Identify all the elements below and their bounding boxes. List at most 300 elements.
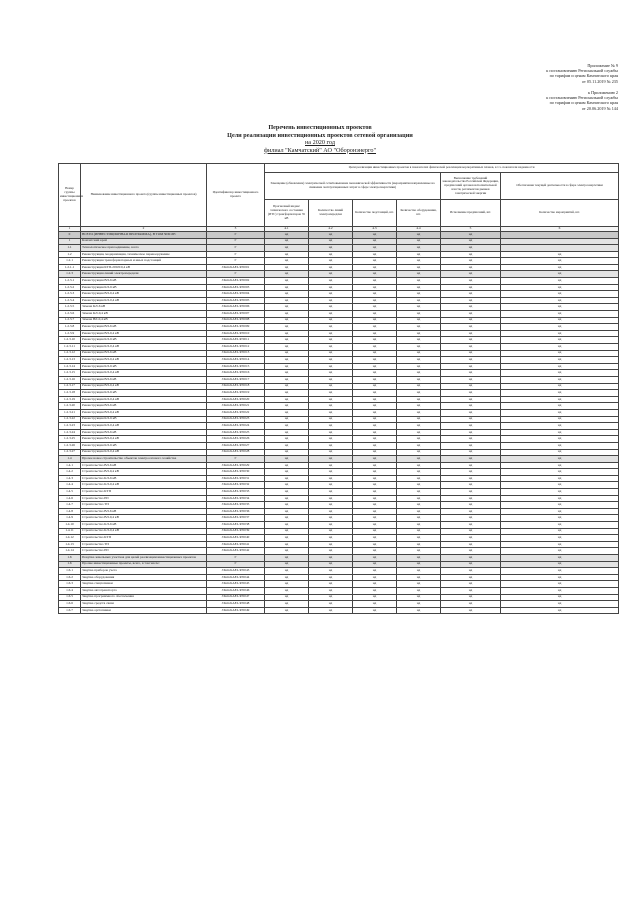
table-row bbox=[59, 416, 619, 423]
row-value-cell: нд bbox=[265, 330, 309, 337]
row-number-cell: 1.4.8 bbox=[59, 508, 81, 515]
row-value-cell: нд bbox=[353, 403, 397, 410]
row-id-cell: Г bbox=[207, 555, 265, 562]
row-number-cell: 1.2.3.13 bbox=[59, 357, 81, 364]
row-value-cell: нд bbox=[501, 363, 619, 370]
document-title bbox=[0, 124, 640, 154]
row-value-cell: нд bbox=[441, 522, 501, 529]
header-line: по тарифам и ценам Камчатского края bbox=[549, 100, 618, 106]
row-value-cell: нд bbox=[501, 442, 619, 449]
table-body bbox=[59, 227, 619, 614]
row-number-cell: 1.2.3.4 bbox=[59, 297, 81, 304]
row-value-cell: нд bbox=[501, 311, 619, 318]
row-value-cell: нд bbox=[501, 383, 619, 390]
row-value-cell: нд bbox=[309, 561, 353, 568]
row-number-cell: 1.6.1 bbox=[59, 568, 81, 575]
row-name-cell: Замена ВЛ-0,4 кВ bbox=[81, 317, 207, 324]
appendix-9-header bbox=[546, 63, 618, 84]
row-name-cell: Покупка земельных участков для целей реализации инвестиционных проектов bbox=[81, 555, 207, 562]
table-row bbox=[59, 337, 619, 344]
row-value-cell: нд bbox=[265, 370, 309, 377]
row-value-cell: нд bbox=[265, 238, 309, 245]
table-row bbox=[59, 423, 619, 430]
row-value-cell: нд bbox=[397, 574, 441, 581]
row-value-cell: нд bbox=[353, 456, 397, 463]
table-row bbox=[59, 555, 619, 562]
row-value-cell: нд bbox=[265, 528, 309, 535]
row-value-cell: нд bbox=[309, 330, 353, 337]
row-value-cell: нд bbox=[265, 324, 309, 331]
row-number-cell: 1.6.4 bbox=[59, 587, 81, 594]
row-name-cell: Реконструкция ВЛ-0,4 кВ bbox=[81, 330, 207, 337]
row-value-cell: нд bbox=[501, 475, 619, 482]
row-number-cell: 1.2.3.2 bbox=[59, 284, 81, 291]
table-row bbox=[59, 245, 619, 252]
row-value-cell: нд bbox=[441, 409, 501, 416]
col-header-group-2: Выполнение требований законодательства Российской Федерации, предписаний органов исполнительной власти, регламентов рынков электрической энергии bbox=[441, 173, 501, 200]
row-value-cell: нд bbox=[353, 258, 397, 265]
row-id-cell: J/KmchAEL/P/0002 bbox=[207, 278, 265, 285]
row-value-cell: нд bbox=[265, 522, 309, 529]
row-value-cell: нд bbox=[501, 561, 619, 568]
row-name-cell: Строительство ВЛ-6 кВ bbox=[81, 462, 207, 469]
col-header-c6: Количество мероприятий, шт. bbox=[501, 200, 619, 227]
table-row bbox=[59, 574, 619, 581]
row-number-cell: 1.2.3.16 bbox=[59, 376, 81, 383]
row-value-cell: нд bbox=[309, 594, 353, 601]
row-value-cell: нд bbox=[441, 238, 501, 245]
row-id-cell: J/KmchAEL/P/0014 bbox=[207, 357, 265, 364]
row-value-cell: нд bbox=[441, 291, 501, 298]
row-value-cell: нд bbox=[397, 528, 441, 535]
header-line: Приложение № 9 bbox=[587, 63, 618, 68]
row-value-cell: нд bbox=[441, 581, 501, 588]
row-value-cell: нд bbox=[353, 396, 397, 403]
row-value-cell: нд bbox=[397, 456, 441, 463]
row-value-cell: нд bbox=[353, 535, 397, 542]
row-value-cell: нд bbox=[353, 607, 397, 614]
row-value-cell: нд bbox=[501, 528, 619, 535]
row-value-cell: нд bbox=[353, 317, 397, 324]
row-value-cell: нд bbox=[397, 442, 441, 449]
col-header-c5: Исполнение предписаний, шт. bbox=[441, 200, 501, 227]
index-cell: 4.3 bbox=[353, 227, 397, 232]
row-value-cell: нд bbox=[501, 495, 619, 502]
row-name-cell: Реконструкция КЛ-6 кВ bbox=[81, 284, 207, 291]
row-name-cell: Реконструкция КЛ-0,4 кВ bbox=[81, 344, 207, 351]
row-value-cell: нд bbox=[353, 508, 397, 515]
row-value-cell: нд bbox=[501, 436, 619, 443]
row-number-cell: 1.6.5 bbox=[59, 594, 81, 601]
row-value-cell: нд bbox=[265, 462, 309, 469]
row-value-cell: нд bbox=[265, 317, 309, 324]
row-value-cell: нд bbox=[441, 383, 501, 390]
row-number-cell: 1.4.9 bbox=[59, 515, 81, 522]
row-value-cell: нд bbox=[397, 541, 441, 548]
row-id-cell: J/KmchAEL/P/0038 bbox=[207, 522, 265, 529]
row-value-cell: нд bbox=[501, 416, 619, 423]
table-row bbox=[59, 601, 619, 608]
row-value-cell: нд bbox=[353, 337, 397, 344]
row-value-cell: нд bbox=[309, 581, 353, 588]
row-value-cell: нд bbox=[441, 601, 501, 608]
row-name-cell: Закупка программного обеспечения bbox=[81, 594, 207, 601]
row-name-cell: Замена КЛ-6 кВ bbox=[81, 304, 207, 311]
row-value-cell: нд bbox=[309, 383, 353, 390]
row-value-cell: нд bbox=[309, 502, 353, 509]
row-value-cell: нд bbox=[397, 568, 441, 575]
title-year: на 2020 год bbox=[305, 139, 335, 147]
row-value-cell: нд bbox=[441, 284, 501, 291]
row-name-cell: Закупка средств связи bbox=[81, 601, 207, 608]
row-value-cell: нд bbox=[441, 231, 501, 238]
table-row bbox=[59, 429, 619, 436]
row-value-cell: нд bbox=[501, 337, 619, 344]
row-value-cell: нд bbox=[397, 278, 441, 285]
row-value-cell: нд bbox=[501, 297, 619, 304]
row-value-cell: нд bbox=[501, 291, 619, 298]
row-name-cell: Реконструкция КЛ-0,4 кВ bbox=[81, 370, 207, 377]
table-row bbox=[59, 311, 619, 318]
col-header-group-3: Обеспечение текущей деятельности в сфере электроэнергетики bbox=[501, 173, 619, 200]
row-number-cell: 1.6.3 bbox=[59, 581, 81, 588]
row-value-cell: нд bbox=[265, 278, 309, 285]
row-name-cell: Закупка оргтехники bbox=[81, 607, 207, 614]
row-value-cell: нд bbox=[353, 522, 397, 529]
row-name-cell: Реконструкция КЛ-0,4 кВ bbox=[81, 449, 207, 456]
row-value-cell: нд bbox=[265, 475, 309, 482]
row-number-cell: 1.2.3.20 bbox=[59, 403, 81, 410]
row-value-cell: нд bbox=[265, 390, 309, 397]
row-value-cell: нд bbox=[397, 409, 441, 416]
row-value-cell: нд bbox=[265, 271, 309, 278]
row-value-cell: нд bbox=[397, 508, 441, 515]
row-value-cell: нд bbox=[353, 291, 397, 298]
row-value-cell: нд bbox=[397, 489, 441, 496]
row-value-cell: нд bbox=[441, 416, 501, 423]
row-value-cell: нд bbox=[265, 482, 309, 489]
row-value-cell: нд bbox=[353, 231, 397, 238]
row-number-cell: 1.2.3.3 bbox=[59, 291, 81, 298]
row-value-cell: нд bbox=[501, 317, 619, 324]
header-line: к постановлению Региональной службы bbox=[546, 68, 618, 74]
row-id-cell: J/KmchAEL/P/0041 bbox=[207, 541, 265, 548]
row-value-cell: нд bbox=[309, 337, 353, 344]
row-value-cell: нд bbox=[265, 515, 309, 522]
row-value-cell: нд bbox=[397, 376, 441, 383]
row-name-cell: Реконструкция ВЛ-0,4 кВ bbox=[81, 357, 207, 364]
row-value-cell: нд bbox=[309, 462, 353, 469]
row-value-cell: нд bbox=[353, 416, 397, 423]
row-value-cell: нд bbox=[309, 278, 353, 285]
col-header-c3: Количество подстанций, шт. bbox=[353, 200, 397, 227]
row-name-cell: Прочие инвестиционные проекты, всего, в том числе: bbox=[81, 561, 207, 568]
row-value-cell: нд bbox=[309, 456, 353, 463]
row-value-cell: нд bbox=[441, 429, 501, 436]
row-value-cell: нд bbox=[309, 528, 353, 535]
row-value-cell: нд bbox=[309, 403, 353, 410]
row-value-cell: нд bbox=[265, 350, 309, 357]
table-row bbox=[59, 449, 619, 456]
row-value-cell: нд bbox=[397, 469, 441, 476]
row-value-cell: нд bbox=[501, 508, 619, 515]
row-value-cell: нд bbox=[309, 555, 353, 562]
row-id-cell: J/KmchAEL/P/0022 bbox=[207, 409, 265, 416]
row-id-cell: J/KmchAEL/P/0017 bbox=[207, 376, 265, 383]
row-value-cell: нд bbox=[309, 363, 353, 370]
row-name-cell: Реконструкция ВЛ-0,4 кВ bbox=[81, 436, 207, 443]
row-value-cell: нд bbox=[501, 489, 619, 496]
row-value-cell: нд bbox=[441, 304, 501, 311]
row-value-cell: нд bbox=[265, 409, 309, 416]
row-value-cell: нд bbox=[353, 311, 397, 318]
row-value-cell: нд bbox=[441, 535, 501, 542]
row-value-cell: нд bbox=[309, 607, 353, 614]
row-number-cell: 1.2.3.1 bbox=[59, 278, 81, 285]
row-value-cell: нд bbox=[501, 403, 619, 410]
row-value-cell: нд bbox=[353, 330, 397, 337]
row-value-cell: нд bbox=[309, 238, 353, 245]
row-id-cell: J/KmchAEL/P/0001 bbox=[207, 264, 265, 271]
row-name-cell: Камчатский край bbox=[81, 238, 207, 245]
row-id-cell: J/KmchAEL/P/0011 bbox=[207, 337, 265, 344]
row-id-cell: J/KmchAEL/P/0040 bbox=[207, 535, 265, 542]
row-value-cell: нд bbox=[441, 317, 501, 324]
row-value-cell: нд bbox=[265, 264, 309, 271]
row-value-cell: нд bbox=[309, 482, 353, 489]
row-value-cell: нд bbox=[309, 258, 353, 265]
row-id-cell: Г bbox=[207, 271, 265, 278]
row-value-cell: нд bbox=[265, 495, 309, 502]
row-number-cell: 1.4.3 bbox=[59, 475, 81, 482]
row-id-cell: J/KmchAEL/P/0010 bbox=[207, 330, 265, 337]
row-value-cell: нд bbox=[265, 489, 309, 496]
row-value-cell: нд bbox=[353, 574, 397, 581]
row-value-cell: нд bbox=[397, 601, 441, 608]
row-id-cell: Г bbox=[207, 245, 265, 252]
row-value-cell: нд bbox=[501, 548, 619, 555]
row-number-cell: 1.4.5 bbox=[59, 489, 81, 496]
row-name-cell: Реконструкция линий электропередачи bbox=[81, 271, 207, 278]
table-row bbox=[59, 264, 619, 271]
row-id-cell: J/KmchAEL/P/0009 bbox=[207, 324, 265, 331]
row-value-cell: нд bbox=[309, 469, 353, 476]
row-value-cell: нд bbox=[441, 350, 501, 357]
row-value-cell: нд bbox=[441, 449, 501, 456]
row-value-cell: нд bbox=[309, 495, 353, 502]
row-value-cell: нд bbox=[441, 390, 501, 397]
row-value-cell: нд bbox=[441, 555, 501, 562]
row-value-cell: нд bbox=[397, 522, 441, 529]
row-number-cell: 1.6 bbox=[59, 555, 81, 562]
row-value-cell: нд bbox=[309, 601, 353, 608]
row-value-cell: нд bbox=[397, 271, 441, 278]
table-row bbox=[59, 350, 619, 357]
row-name-cell: Строительство ВЛ-0,4 кВ bbox=[81, 515, 207, 522]
table-row bbox=[59, 390, 619, 397]
row-value-cell: нд bbox=[353, 423, 397, 430]
row-id-cell: Г bbox=[207, 231, 265, 238]
row-value-cell: нд bbox=[441, 324, 501, 331]
row-value-cell: нд bbox=[265, 363, 309, 370]
row-value-cell: нд bbox=[265, 403, 309, 410]
row-value-cell: нд bbox=[353, 495, 397, 502]
row-number-cell: 1.2.3.26 bbox=[59, 442, 81, 449]
row-value-cell: нд bbox=[309, 350, 353, 357]
row-value-cell: нд bbox=[353, 238, 397, 245]
row-value-cell: нд bbox=[441, 245, 501, 252]
row-value-cell: нд bbox=[441, 330, 501, 337]
row-number-cell: 1.2.3 bbox=[59, 271, 81, 278]
row-name-cell: Реконструкция ВЛ-0,4 кВ bbox=[81, 409, 207, 416]
row-number-cell: 1 bbox=[59, 238, 81, 245]
row-value-cell: нд bbox=[441, 376, 501, 383]
row-name-cell: Закупка оборудования bbox=[81, 574, 207, 581]
row-value-cell: нд bbox=[501, 390, 619, 397]
col-header-group-1: Замещение (обновление) электрической сети/повышение экономической эффективности (мероприятия направленные на снижение эксплуатационных затрат в сфере электроэнергетики) bbox=[265, 173, 441, 200]
row-value-cell: нд bbox=[353, 601, 397, 608]
row-value-cell: нд bbox=[309, 297, 353, 304]
index-cell: 6 bbox=[501, 227, 619, 232]
row-value-cell: нд bbox=[353, 449, 397, 456]
row-value-cell: нд bbox=[501, 601, 619, 608]
row-number-cell: 1.2.3.9 bbox=[59, 330, 81, 337]
table-row bbox=[59, 396, 619, 403]
row-value-cell: нд bbox=[309, 535, 353, 542]
table-row bbox=[59, 561, 619, 568]
row-value-cell: нд bbox=[441, 489, 501, 496]
row-id-cell: Г bbox=[207, 258, 265, 265]
row-value-cell: нд bbox=[441, 337, 501, 344]
row-value-cell: нд bbox=[265, 456, 309, 463]
row-name-cell: Закупка приборов учета bbox=[81, 568, 207, 575]
row-number-cell: 1.6.7 bbox=[59, 607, 81, 614]
row-id-cell: J/KmchAEL/P/0027 bbox=[207, 442, 265, 449]
row-value-cell: нд bbox=[265, 449, 309, 456]
row-value-cell: нд bbox=[353, 482, 397, 489]
row-id-cell: J/KmchAEL/P/0015 bbox=[207, 363, 265, 370]
row-value-cell: нд bbox=[441, 541, 501, 548]
row-value-cell: нд bbox=[441, 423, 501, 430]
row-value-cell: нд bbox=[501, 568, 619, 575]
row-value-cell: нд bbox=[309, 317, 353, 324]
row-value-cell: нд bbox=[265, 508, 309, 515]
row-id-cell: J/KmchAEL/P/0029 bbox=[207, 462, 265, 469]
row-value-cell: нд bbox=[501, 350, 619, 357]
row-value-cell: нд bbox=[501, 594, 619, 601]
row-id-cell: J/KmchAEL/P/0005 bbox=[207, 297, 265, 304]
row-value-cell: нд bbox=[501, 429, 619, 436]
row-id-cell: J/KmchAEL/P/0039 bbox=[207, 528, 265, 535]
row-value-cell: нд bbox=[309, 271, 353, 278]
row-value-cell: нд bbox=[309, 344, 353, 351]
row-number-cell: 1.2.3.8 bbox=[59, 324, 81, 331]
row-number-cell: 1.4.1 bbox=[59, 462, 81, 469]
table-row bbox=[59, 278, 619, 285]
row-number-cell: 1.4.12 bbox=[59, 535, 81, 542]
row-name-cell: Реконструкция ВЛ-6 кВ bbox=[81, 376, 207, 383]
row-value-cell: нд bbox=[353, 390, 397, 397]
row-value-cell: нд bbox=[441, 594, 501, 601]
index-cell: 2 bbox=[81, 227, 207, 232]
row-name-cell: Реконструкция КЛ-0,4 кВ bbox=[81, 297, 207, 304]
row-value-cell: нд bbox=[501, 330, 619, 337]
row-value-cell: нд bbox=[265, 304, 309, 311]
row-id-cell: J/KmchAEL/P/0043 bbox=[207, 568, 265, 575]
row-name-cell: Реконструкция КЛ-6 кВ bbox=[81, 363, 207, 370]
table-row bbox=[59, 436, 619, 443]
row-name-cell: Реконструкция КЛ-6 кВ bbox=[81, 416, 207, 423]
row-number-cell: 1.4.6 bbox=[59, 495, 81, 502]
row-value-cell: нд bbox=[501, 344, 619, 351]
row-value-cell: нд bbox=[441, 442, 501, 449]
row-value-cell: нд bbox=[353, 304, 397, 311]
table-row bbox=[59, 482, 619, 489]
row-value-cell: нд bbox=[397, 251, 441, 258]
row-value-cell: нд bbox=[397, 245, 441, 252]
row-value-cell: нд bbox=[353, 568, 397, 575]
row-name-cell: Реконструкция ВЛ-0,4 кВ bbox=[81, 291, 207, 298]
row-value-cell: нд bbox=[309, 442, 353, 449]
row-id-cell: J/KmchAEL/P/0028 bbox=[207, 449, 265, 456]
index-cell: 5 bbox=[441, 227, 501, 232]
row-name-cell: Реконструкция ВЛ-6 кВ bbox=[81, 403, 207, 410]
row-value-cell: нд bbox=[309, 284, 353, 291]
row-id-cell: J/KmchAEL/P/0042 bbox=[207, 548, 265, 555]
row-id-cell: J/KmchAEL/P/0007 bbox=[207, 311, 265, 318]
row-value-cell: нд bbox=[441, 456, 501, 463]
row-number-cell: 1.2.3.17 bbox=[59, 383, 81, 390]
row-value-cell: нд bbox=[397, 383, 441, 390]
row-name-cell: Реконструкция КЛ-0,4 кВ bbox=[81, 396, 207, 403]
row-value-cell: нд bbox=[265, 429, 309, 436]
row-value-cell: нд bbox=[397, 284, 441, 291]
row-number-cell: 1.2.3.14 bbox=[59, 363, 81, 370]
row-value-cell: нд bbox=[265, 311, 309, 318]
row-value-cell: нд bbox=[501, 456, 619, 463]
row-value-cell: нд bbox=[353, 515, 397, 522]
row-value-cell: нд bbox=[501, 396, 619, 403]
row-value-cell: нд bbox=[265, 423, 309, 430]
row-value-cell: нд bbox=[265, 594, 309, 601]
row-value-cell: нд bbox=[265, 436, 309, 443]
table-row bbox=[59, 535, 619, 542]
row-value-cell: нд bbox=[265, 442, 309, 449]
row-value-cell: нд bbox=[441, 344, 501, 351]
row-number-cell: 1.2.3.5 bbox=[59, 304, 81, 311]
row-value-cell: нд bbox=[309, 231, 353, 238]
row-value-cell: нд bbox=[265, 561, 309, 568]
row-value-cell: нд bbox=[353, 251, 397, 258]
row-value-cell: нд bbox=[397, 350, 441, 357]
row-value-cell: нд bbox=[501, 574, 619, 581]
row-value-cell: нд bbox=[265, 344, 309, 351]
row-value-cell: нд bbox=[309, 311, 353, 318]
row-value-cell: нд bbox=[501, 469, 619, 476]
row-value-cell: нд bbox=[265, 297, 309, 304]
row-value-cell: нд bbox=[397, 324, 441, 331]
table-row bbox=[59, 403, 619, 410]
row-value-cell: нд bbox=[501, 423, 619, 430]
row-number-cell: 1.2.3.18 bbox=[59, 390, 81, 397]
table-row bbox=[59, 271, 619, 278]
row-value-cell: нд bbox=[397, 370, 441, 377]
row-name-cell: Технологическое присоединение, всего bbox=[81, 245, 207, 252]
row-value-cell: нд bbox=[353, 264, 397, 271]
table-row bbox=[59, 291, 619, 298]
row-value-cell: нд bbox=[397, 363, 441, 370]
row-value-cell: нд bbox=[353, 594, 397, 601]
